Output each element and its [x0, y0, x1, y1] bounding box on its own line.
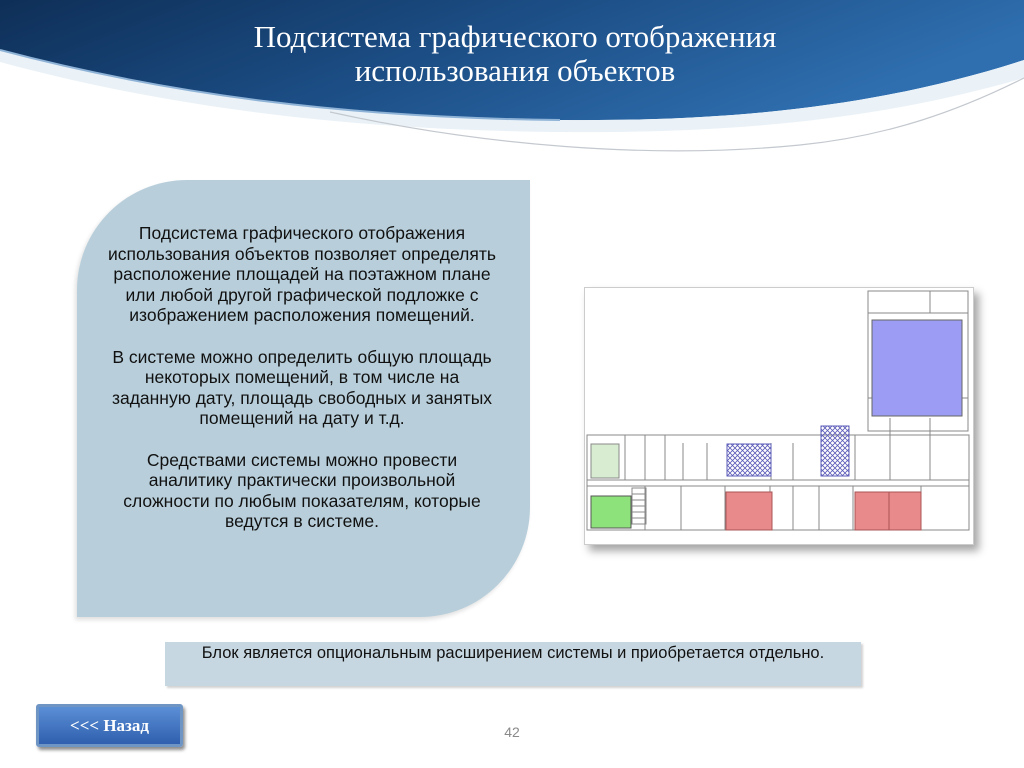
optional-extension-note: Блок является опциональным расширением системы и приобретается отдельно.: [165, 642, 861, 686]
info-text: [104, 223, 500, 553]
info-paragraph-2: В системе можно определить общую площадь некоторых помещений, в том числе на заданную дату, площадь свободных и занятых помещений на дату и т.д.: [111, 346, 493, 428]
floor-plan-image: [584, 287, 974, 545]
info-paragraph-3: Средствами системы можно провести аналитику практически произвольной сложности по любым показателям, которые ведутся в системе.: [123, 449, 481, 531]
page-number: 42: [504, 724, 520, 740]
back-button[interactable]: <<< Назад: [36, 704, 183, 747]
title-line-2: использования объектов: [354, 53, 676, 88]
page-title: [140, 20, 890, 88]
info-paragraph-1: Подсистема графического отображения использования объектов позволяет определять расположение площадей на поэтажном плане или любой другой графической подложке с изображением расположения помещений.: [108, 223, 496, 325]
title-line-1: Подсистема графического отображения: [253, 19, 777, 54]
